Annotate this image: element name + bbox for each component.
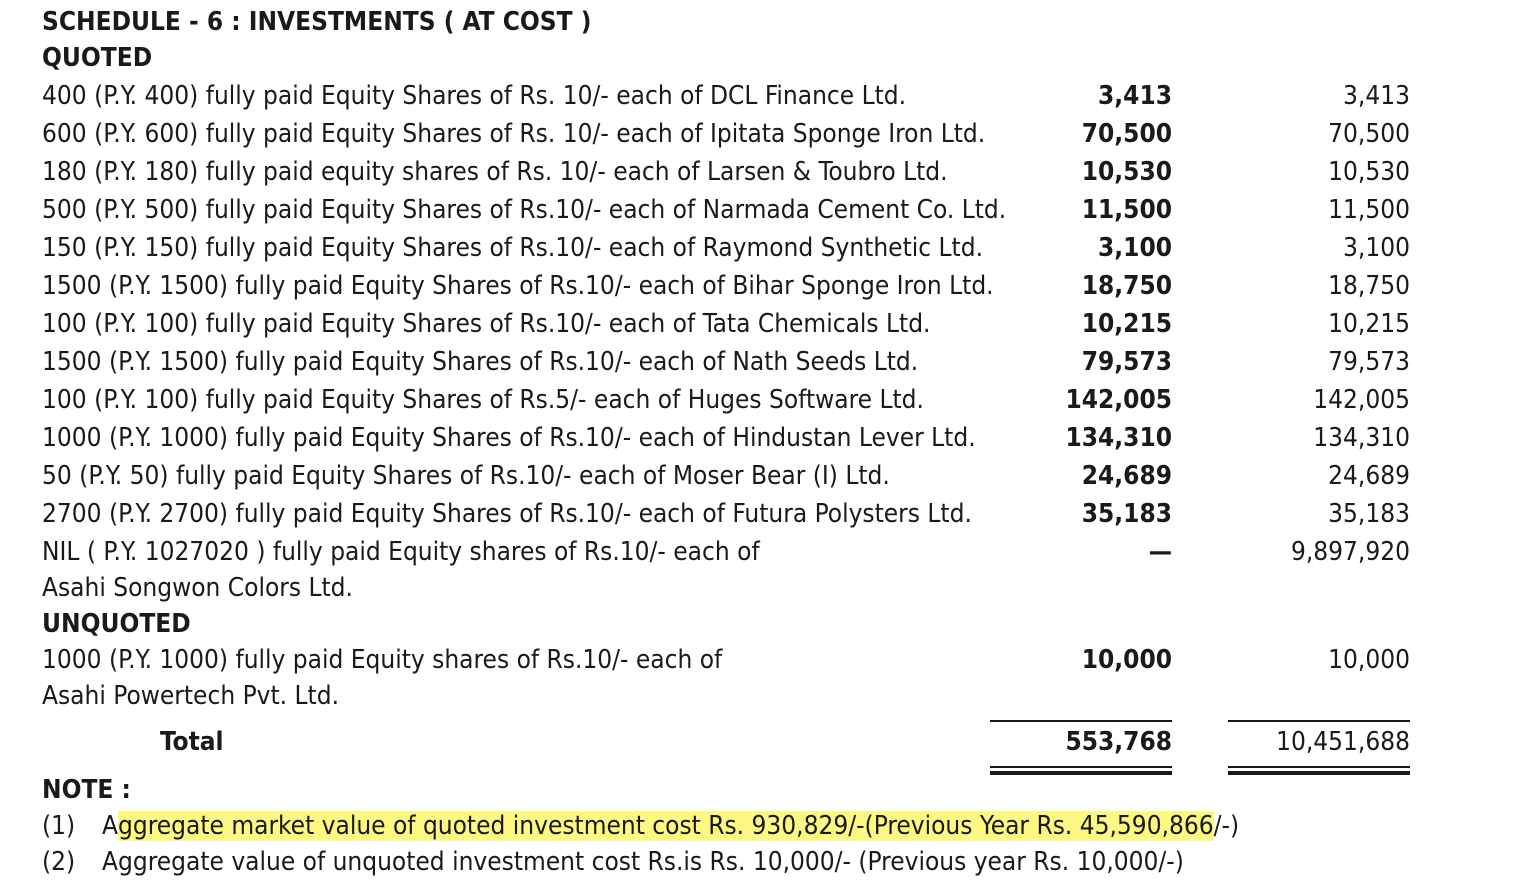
row-description: NIL ( P.Y. 1027020 ) fully paid Equity shares of Rs.10/- each of <box>42 537 760 567</box>
previous-year-amount: 3,100 <box>1343 233 1410 263</box>
previous-year-amount: 11,500 <box>1328 195 1410 225</box>
row-description: 100 (P.Y. 100) fully paid Equity Shares of Rs.5/- each of Huges Software Ltd. <box>42 385 924 415</box>
row-description: 1000 (P.Y. 1000) fully paid Equity shares of Rs.10/- each of <box>42 645 723 675</box>
row-description: 2700 (P.Y. 2700) fully paid Equity Shares of Rs.10/- each of Futura Polysters Ltd. <box>42 499 972 529</box>
total-double-rule-previous-1 <box>1228 766 1410 768</box>
previous-year-amount: 10,215 <box>1328 309 1410 339</box>
row-description: 600 (P.Y. 600) fully paid Equity Shares of Rs. 10/- each of Ipitata Sponge Iron Ltd. <box>42 119 986 149</box>
current-year-amount: 142,005 <box>1065 385 1172 415</box>
total-top-rule-current <box>990 720 1172 722</box>
current-year-amount: 79,573 <box>1081 347 1172 377</box>
total-label: Total <box>160 727 224 757</box>
note-2 <box>42 844 1184 880</box>
total-double-rule-previous-2 <box>1228 771 1410 775</box>
row-description: 50 (P.Y. 50) fully paid Equity Shares of Rs.10/- each of Moser Bear (I) Ltd. <box>42 461 890 491</box>
current-year-amount: 134,310 <box>1065 423 1172 453</box>
row-description-continued: Asahi Songwon Colors Ltd. <box>42 573 353 603</box>
note-2-text: Aggregate value of unquoted investment cost Rs.is Rs. 10,000/- (Previous year Rs. 10,000/-) <box>102 847 1184 877</box>
previous-year-amount: 18,750 <box>1328 271 1410 301</box>
total-double-rule-current-1 <box>990 766 1172 768</box>
total-top-rule-previous <box>1228 720 1410 722</box>
note-heading: NOTE : <box>42 775 131 805</box>
previous-year-amount: 9,897,920 <box>1290 537 1410 567</box>
previous-year-amount: 35,183 <box>1328 499 1410 529</box>
current-year-amount: 24,689 <box>1081 461 1172 491</box>
current-year-amount: 35,183 <box>1081 499 1172 529</box>
current-year-amount: 3,413 <box>1098 81 1172 111</box>
total-previous-year: 10,451,688 <box>1276 727 1410 757</box>
current-year-amount: 10,000 <box>1081 645 1172 675</box>
row-description: 1000 (P.Y. 1000) fully paid Equity Shares of Rs.10/- each of Hindustan Lever Ltd. <box>42 423 976 453</box>
row-description-continued: Asahi Powertech Pvt. Ltd. <box>42 681 340 711</box>
row-description: 1500 (P.Y. 1500) fully paid Equity Shares of Rs.10/- each of Nath Seeds Ltd. <box>42 347 919 377</box>
row-description: 500 (P.Y. 500) fully paid Equity Shares of Rs.10/- each of Narmada Cement Co. Ltd. <box>42 195 1007 225</box>
previous-year-amount: 79,573 <box>1328 347 1410 377</box>
note-1 <box>42 808 1239 844</box>
note-1-text-start: A <box>102 811 118 841</box>
quoted-heading: QUOTED <box>42 43 153 73</box>
previous-year-amount: 70,500 <box>1328 119 1410 149</box>
previous-year-amount: 24,689 <box>1328 461 1410 491</box>
previous-year-amount: 3,413 <box>1343 81 1410 111</box>
total-double-rule-current-2 <box>990 771 1172 775</box>
note-1-text-end: /-) <box>1213 811 1240 841</box>
current-year-amount: 70,500 <box>1081 119 1172 149</box>
previous-year-amount: 134,310 <box>1313 423 1410 453</box>
row-description: 100 (P.Y. 100) fully paid Equity Shares of Rs.10/- each of Tata Chemicals Ltd. <box>42 309 931 339</box>
current-year-amount: 18,750 <box>1081 271 1172 301</box>
total-current-year: 553,768 <box>1065 727 1172 757</box>
unquoted-heading: UNQUOTED <box>42 609 191 639</box>
current-year-amount: 11,500 <box>1081 195 1172 225</box>
previous-year-amount: 142,005 <box>1313 385 1410 415</box>
note-1-highlighted-text: ggregate market value of quoted investment cost Rs. 930,829/-(Previous Year Rs. 45,590,866 <box>118 811 1214 841</box>
previous-year-amount: 10,530 <box>1328 157 1410 187</box>
note-2-number: (2) <box>42 847 76 877</box>
schedule-title: SCHEDULE - 6 : INVESTMENTS ( AT COST ) <box>42 7 592 37</box>
row-description: 180 (P.Y. 180) fully paid equity shares of Rs. 10/- each of Larsen & Toubro Ltd. <box>42 157 948 187</box>
current-year-amount: 3,100 <box>1098 233 1172 263</box>
current-year-amount: — <box>1148 537 1172 567</box>
note-1-number: (1) <box>42 811 76 841</box>
previous-year-amount: 10,000 <box>1328 645 1410 675</box>
row-description: 1500 (P.Y. 1500) fully paid Equity Shares of Rs.10/- each of Bihar Sponge Iron Ltd. <box>42 271 994 301</box>
row-description: 150 (P.Y. 150) fully paid Equity Shares of Rs.10/- each of Raymond Synthetic Ltd. <box>42 233 984 263</box>
current-year-amount: 10,215 <box>1081 309 1172 339</box>
row-description: 400 (P.Y. 400) fully paid Equity Shares of Rs. 10/- each of DCL Finance Ltd. <box>42 81 907 111</box>
current-year-amount: 10,530 <box>1081 157 1172 187</box>
